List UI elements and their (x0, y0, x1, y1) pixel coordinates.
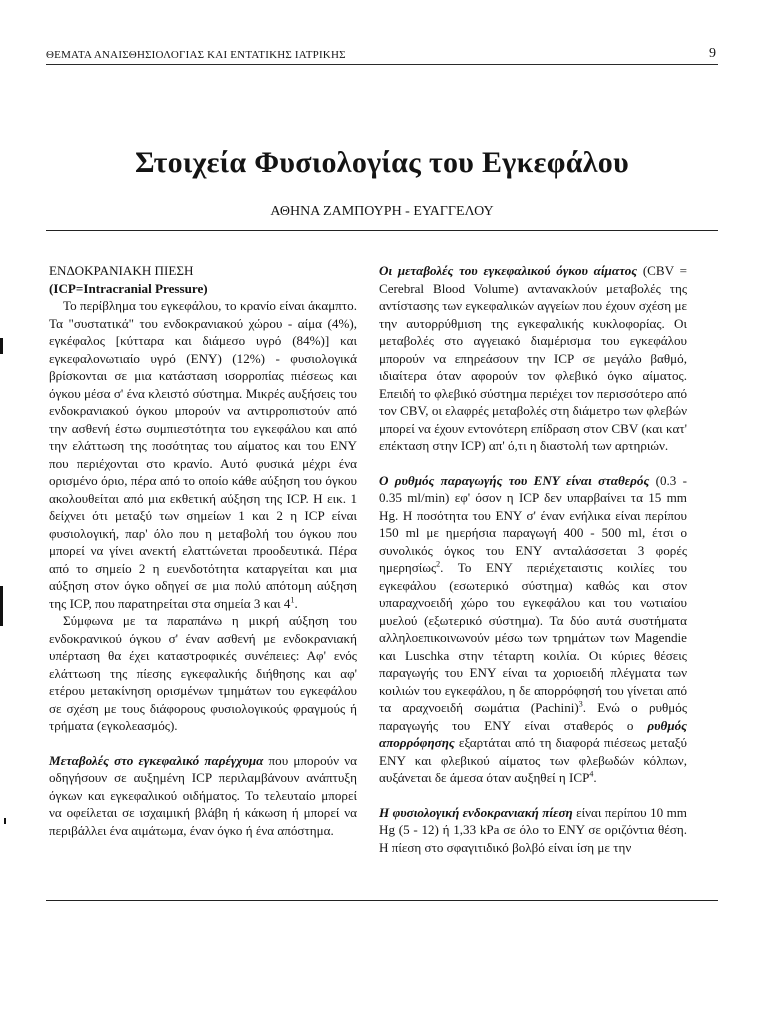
bottom-rule (46, 900, 718, 901)
running-header (46, 44, 718, 65)
scan-margin-mark (0, 338, 3, 354)
paragraph-lead: Η φυσιολογική ενδοκρανιακή πίεση (379, 804, 573, 820)
right-column (379, 262, 687, 856)
scan-margin-mark (0, 586, 3, 626)
section-subtitle: (ICP=Intracranial Pressure) (49, 280, 208, 296)
article-authors: ΑΘΗΝΑ ΖΑΜΠΟΥΡΗ - ΕΥΑΓΓΕΛΟΥ (270, 204, 494, 219)
title-rule (46, 230, 718, 231)
citation: 2 (436, 559, 441, 569)
right-paragraph-1: Οι μεταβολές του εγκεφαλικού όγκου αίματος (CBV = Cerebral Blood Volume) αντανακλούν μεταβολές της αντίστασης των εγκεφαλικών αγγείων που έχουν σχέση με την αυτορρύθμιση της εγκεφαλικής κυκλοφορίας. Οι μεταβολές στο αγγειακό διαμέρισμα του εγκεφάλου μπορούν να επηρεάσουν την ICP σε μεγάλο βαθμό, ιδιαίτερα όταν αφορούν τον φλεβικό όγκο αίματος. Επειδή το φλεβικό σύστημα περιέχει τον περισσότερο από τον CBV, οι ελαφρές μεταβολές στη διάμετρο των φλεβών μπορεί να έχουν εντονότερη επίδραση στον CBV (και κατ' επέκταση στην ICP) απ' ό,τι η διαστολή των αρτηριών. (379, 263, 687, 453)
emphasis: ρυθμός απορρόφησης (379, 717, 687, 750)
journal-title: ΘΕΜΑΤΑ ΑΝΑΙΣΘΗΣΙΟΛΟΓΙΑΣ ΚΑΙ ΕΝΤΑΤΙΚΗΣ ΙΑΤΡΙΚΗΣ (46, 49, 346, 61)
page-number: 9 (709, 46, 716, 61)
scan-margin-mark (4, 818, 6, 824)
citation: 1 (290, 595, 295, 605)
left-paragraph-1: Το περίβλημα του εγκεφάλου, το κρανίο είναι άκαμπτο. Τα "συστατικά" του ενδοκρανιακού χώρου - αίμα (4%), εγκέφαλος [κύτταρα και διάμεσο υγρό (84%)] και εγκεφαλονωτιαίο υγρό (ΕΝΥ) (12%) - φυσιολογικά βρίσκονται σε μια κατάσταση ισορροπίας πιέσεως και όγκου μέσα σ' ένα κλειστό σύστημα. Μικρές αυξήσεις του ενδοκρανιακού όγκου μπορούν να αντιρροπιστούν από την ασθενή έστω συμπιεστότητα του εγκεφάλου και από την ελάττωση της ποσότητας του αίματος και του ΕΝΥ που περιέχονται στο κρανίο. Αυτό φυσικά μέχρι ένα ορισμένο όριο, πέρα από το οποίο κάθε αύξηση του όγκου ακολουθείται από μια εκθετική αύξηση της ICP. Η εικ. 1 δείχνει ότι μεταξύ των σημείων 1 και 2 η ICP είναι φυσιολογική, παρ' όλο που η μεταβολή του όγκου που μπορεί να γίνει ανεκτή ελαττώνεται προοδευτικά. Πέρα από το σημείο 2 η ευενδοτότητα καταργείται και μια αύξηση στον όγκο οδηγεί σε μια πολύ απότομη αύξηση της ICP, που παρατηρείται στα σημεία 3 και $4^1$. (49, 298, 357, 611)
citation: 3 (578, 699, 583, 709)
left-paragraph-3: Μεταβολές στο εγκεφαλικό παρέγχυμα που μπορούν να οδηγήσουν σε αυξημένη ICP περιλαμβάνουν ανάπτυξη όγκων και εγκεφαλικού οιδήματος. Το τελευταίο μπορεί να οφείλεται σε ισχαιμική βλάβη ή κάκωση ή μπορεί να περιβάλλει ένα αιμάτωμα, έναν όγκο ή ένα απόστημα. (49, 752, 357, 838)
paragraph-lead: Οι μεταβολές του εγκεφαλικού όγκου αίματος (379, 263, 638, 278)
left-paragraph-2: Σύμφωνα με τα παραπάνω η μικρή αύξηση του ενδοκρανικού όγκου σ' έναν ασθενή με ενδοκρανιακή υπέρταση θα έχει καταστροφικές συνέπειες: Αφ' ενός ελάττωση της πίεσης εγκεφαλικής διήθησης και αφ' ετέρου μετακίνηση ορισμένων τμημάτων του εγκεφάλου σε σχέση με τους διάφορους φυσιολογικούς φραγμούς ή τρήματα (εγκολεασμός). (49, 613, 357, 733)
article-title: Στοιχεία Φυσιολογίας του Εγκεφάλου (135, 146, 629, 179)
right-paragraph-2: Ο ρυθμός παραγωγής του ΕΝΥ είναι σταθερός (0.3 - 0.35 ml/min) εφ' όσον η ICP δεν υπαρβαίνει τα 15 mm Hg. Η ποσότητα του ΕΝΥ σ' έναν ενήλικα είναι περίπου 150 ml με ημερήσια παραγωγή 400 - 500 ml, έτσι ο συνολικός όγκος του ΕΝΥ ανταλάσσεται 3 φορές ημερησίως$^2$. Το ΕΝΥ περιέχεταιστις κοιλίες του εγκεφάλου (εσωτερικό σύστημα) καθώς και στον υπαραχνοειδή χώρο του εγκεφάλου και του νωτιαίου μυελού (εξωτερικό σύστημα). Τα δύο αυτά συστήματα αλληλοεπικοινωνούν μέσω των τρημάτων των Magendie και Luschka στην τέταρτη κοιλία. Οι κύριες θέσεις παραγωγής του ΕΝΥ είναι τα χοριοειδή πλέγματα των κοιλιών του εγκεφάλου, η δε απορρόφησή του γίνεται από τα αραχνοειδή σωμάτια (Pachini)$^3$. Ενώ ο ρυθμός παραγωγής του ΕΝΥ είναι σταθερός ο ρυθμός απορρόφησης εξαρτάται από τη διαφορά πιέσεως μεταξύ ΕΝΥ και φλεβικού αίματος των φλεβωδών κόλπων, αυξάνεται δε άμεσα όταν αυξηθεί η ICP$^4$. (379, 472, 687, 785)
left-column (49, 262, 357, 839)
section-title: ΕΝΔΟΚΡΑΝΙΑΚΗ ΠΙΕΣΗ (49, 263, 194, 278)
paragraph-lead: Ο ρυθμός παραγωγής του ΕΝΥ είναι σταθερός (379, 472, 650, 488)
right-paragraph-3: Η φυσιολογική ενδοκρανιακή πίεση είναι περίπου 10 mm Hg (5 - 12) ή 1,33 kPa σε όλο το ΕΝΥ σε οριζόντια θέση. Η πίεση στο σφαγιτιδικό βολβό είναι ίση με την (379, 804, 687, 855)
paragraph-lead: Μεταβολές στο εγκεφαλικό παρέγχυμα (49, 752, 264, 768)
citation: 4 (589, 769, 594, 779)
